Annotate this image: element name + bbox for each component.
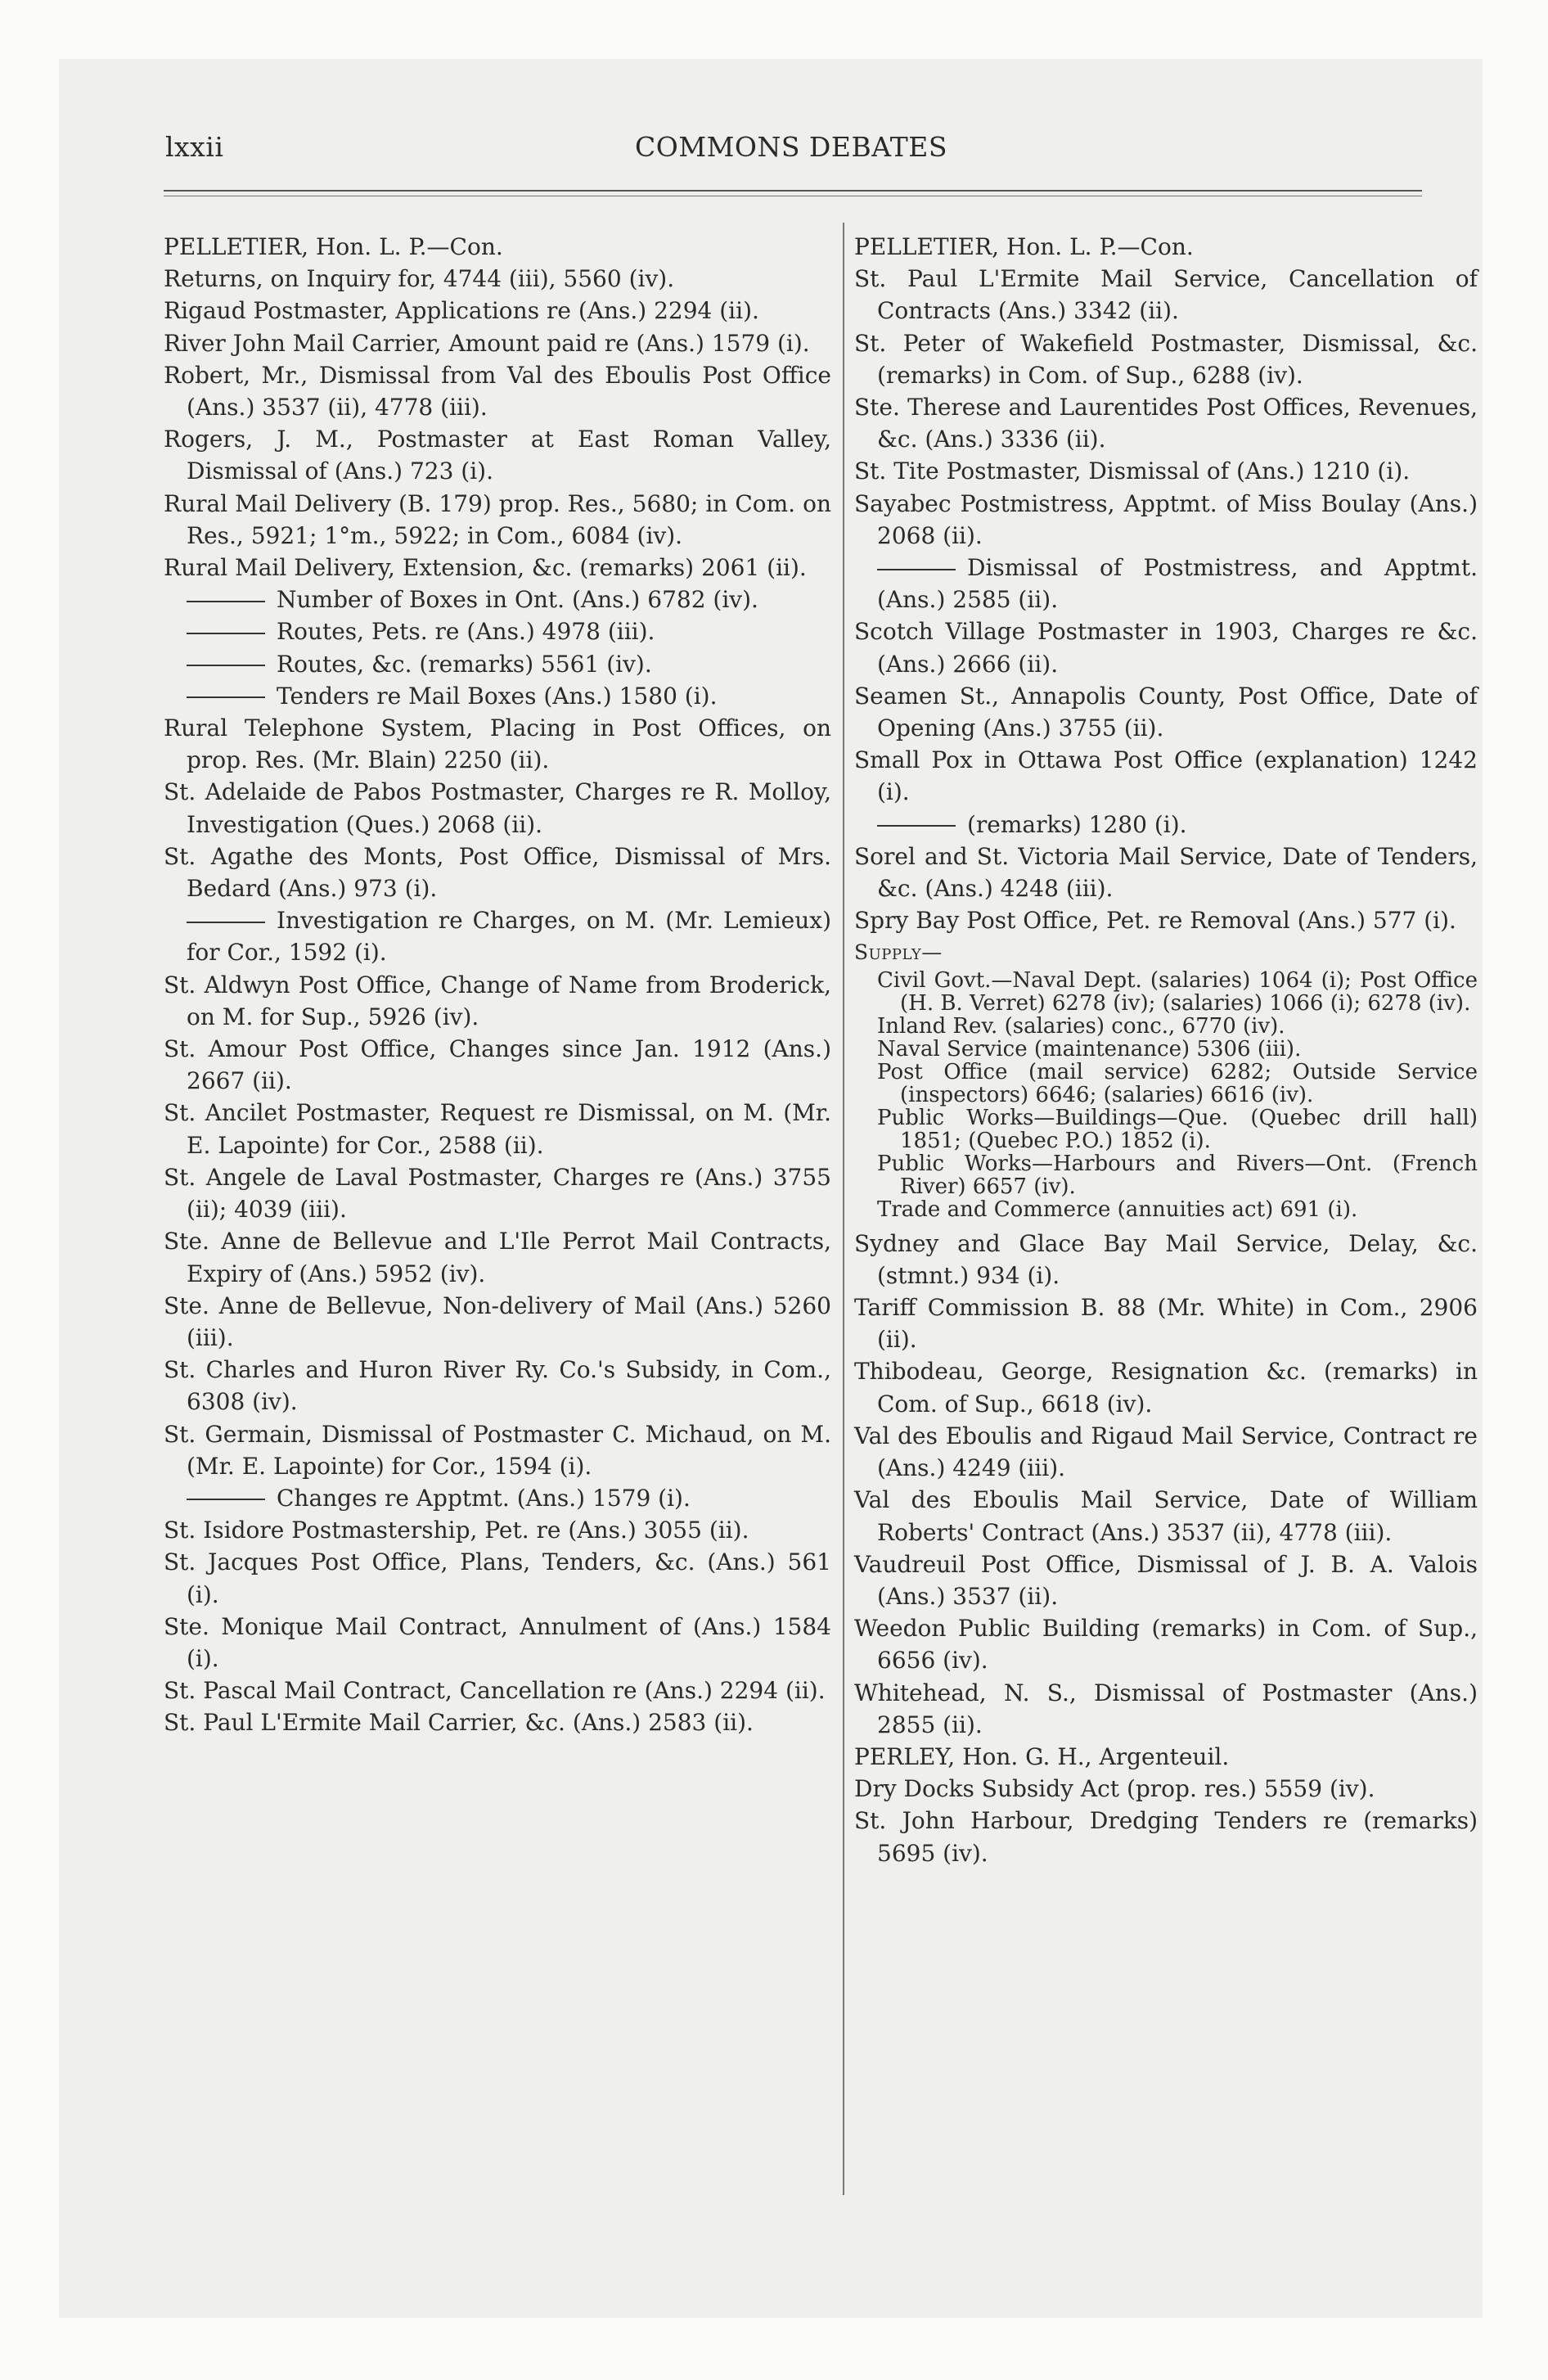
index-entry (164, 904, 831, 968)
index-entry-text: St. Charles and Huron River Ry. Co.'s Subsidy, in Com., 6308 (iv). (164, 1356, 831, 1416)
index-entry (164, 776, 831, 840)
index-entry-text: Number of Boxes in Ont. (Ans.) 6782 (iv). (277, 586, 758, 614)
index-entry (854, 1548, 1478, 1612)
index-entry-text: St. Pascal Mail Contract, Cancellation re (Ans.) 2294 (ii). (164, 1677, 826, 1705)
index-entry-text: Val des Eboulis Mail Service, Date of William Roberts' Contract (Ans.) 3537 (ii), 4778 (iii). (854, 1486, 1478, 1546)
index-entry (854, 1228, 1478, 1291)
index-entry (164, 327, 831, 359)
index-entry (854, 1291, 1478, 1355)
index-entry-text: Ste. Anne de Bellevue and L'Ile Perrot Mail Contracts, Expiry of (Ans.) 5952 (iv). (164, 1228, 831, 1287)
index-entry-text: Investigation re Charges, on M. (Mr. Lemieux) for Cor., 1592 (i). (187, 907, 831, 967)
index-entry (164, 1354, 831, 1418)
index-entry-text: Sayabec Postmistress, Apptmt. of Miss Boulay (Ans.) 2068 (ii). (854, 489, 1478, 549)
index-entry (854, 1805, 1478, 1868)
index-entry-text: Vaudreuil Post Office, Dismissal of J. B. A. Valois (Ans.) 3537 (ii). (854, 1550, 1478, 1610)
index-entry-text: Rigaud Postmaster, Applications re (Ans.) 2294 (ii). (164, 297, 759, 325)
index-entry (854, 1420, 1478, 1484)
index-entry-text: Val des Eboulis and Rigaud Mail Service, Contract re (Ans.) 4249 (iii). (854, 1422, 1478, 1482)
index-entry-text: Ste. Monique Mail Contract, Annulment of (Ans.) 1584 (i). (164, 1612, 831, 1672)
index-entry (854, 263, 1478, 327)
left-column (164, 231, 831, 1739)
ditto-dash (877, 825, 956, 827)
index-entry-text: Small Pox in Ottawa Post Office (explanation) 1242 (i). (854, 746, 1478, 806)
index-entry-text: Rogers, J. M., Postmaster at East Roman Valley, Dismissal of (Ans.) 723 (i). (164, 426, 831, 485)
right-entries-after-supply (854, 1228, 1478, 1741)
perley-entries (854, 1773, 1478, 1869)
index-entry (164, 295, 831, 327)
index-entry-text: St. Isidore Postmastership, Pet. re (Ans.) 3055 (ii). (164, 1517, 749, 1544)
index-entry (164, 488, 831, 552)
index-entry (164, 1611, 831, 1675)
index-entry (164, 1033, 831, 1097)
supply-entry: Public Works—Buildings—Que. (Quebec drill hall) 1851; (Quebec P.O.) 1852 (i). (877, 1105, 1478, 1153)
supply-entry: Post Office (mail service) 6282; Outside Service (inspectors) 6646; (salaries) 6616 (iv). (877, 1059, 1478, 1107)
index-entry (854, 841, 1478, 904)
index-entry (164, 1706, 831, 1738)
supply-entry: Trade and Commerce (annuities act) 691 (i). (877, 1197, 1358, 1222)
index-entry (854, 488, 1478, 552)
index-entry-text: Ste. Therese and Laurentides Post Offices, Revenues, &c. (Ans.) 3336 (ii). (854, 394, 1478, 453)
index-entry (854, 904, 1478, 936)
index-entry (854, 809, 1478, 841)
index-entry-text: Robert, Mr., Dismissal from Val des Eboulis Post Office (Ans.) 3537 (ii), 4778 (iii). (164, 361, 831, 421)
index-entry (164, 1482, 831, 1514)
index-entry-text: Tenders re Mail Boxes (Ans.) 1580 (i). (277, 682, 718, 710)
index-entry-text: Rural Telephone System, Placing in Post Offices, on prop. Res. (Mr. Blain) 2250 (ii). (164, 714, 831, 774)
index-entry (164, 680, 831, 712)
index-entry-text: Changes re Apptmt. (Ans.) 1579 (i). (277, 1484, 691, 1512)
index-entry (164, 263, 831, 295)
index-entry (854, 744, 1478, 808)
page-header (165, 131, 1417, 164)
running-title: COMMONS DEBATES (635, 131, 947, 163)
index-entry-text: Weedon Public Building (remarks) in Com. of Sup., 6656 (iv). (854, 1615, 1478, 1675)
supply-entry: Naval Service (maintenance) 5306 (iii). (877, 1036, 1302, 1062)
index-entry-text: St. Peter of Wakefield Postmaster, Dismissal, &c. (remarks) in Com. of Sup., 6288 (iv). (854, 329, 1478, 389)
supply-entry: Inland Rev. (salaries) conc., 6770 (iv). (877, 1013, 1285, 1039)
supply-entries (854, 969, 1478, 1221)
supply-entry: Civil Govt.—Naval Dept. (salaries) 1064 (i); Post Office (H. B. Verret) 6278 (iv); (salaries) 1066 (i); 6278 (iv). (877, 967, 1478, 1016)
supply-heading: Supply— (854, 940, 943, 965)
page-number: lxxii (165, 131, 224, 163)
right-column (854, 231, 1478, 1869)
column-divider (843, 223, 844, 2195)
header-rule (164, 190, 1422, 196)
index-entry-text: Sydney and Glace Bay Mail Service, Delay, &c. (stmnt.) 934 (i). (854, 1229, 1478, 1289)
ditto-dash (187, 696, 265, 698)
index-entry (854, 1612, 1478, 1676)
ditto-dash (187, 1499, 265, 1500)
page-sheet (59, 59, 1483, 2318)
index-entry-text: Spry Bay Post Office, Pet. re Removal (Ans.) 577 (i). (854, 907, 1456, 935)
right-entries-before-supply (854, 263, 1478, 936)
index-entry (854, 455, 1478, 487)
index-entry (164, 1290, 831, 1354)
right-column-heading: PELLETIER, Hon. L. P.—Con. (854, 233, 1194, 260)
index-entry (164, 1161, 831, 1225)
index-entry-text: Whitehead, N. S., Dismissal of Postmaster (Ans.) 2855 (ii). (854, 1679, 1478, 1738)
index-entry-text: St. Adelaide de Pabos Postmaster, Charges re R. Molloy, Investigation (Ques.) 2068 (ii). (164, 778, 831, 838)
supply-block (854, 936, 1478, 1220)
index-entry (164, 359, 831, 423)
index-entry (164, 1675, 831, 1706)
index-entry (164, 1418, 831, 1482)
index-entry-text: St. Tite Postmaster, Dismissal of (Ans.) 1210 (i). (854, 458, 1411, 485)
index-entry-text: St. Paul L'Ermite Mail Carrier, &c. (Ans.) 2583 (ii). (164, 1709, 754, 1737)
index-entry-text: St. Agathe des Monts, Post Office, Dismissal of Mrs. Bedard (Ans.) 973 (i). (164, 842, 831, 903)
index-entry-text: Rural Mail Delivery, Extension, &c. (remarks) 2061 (ii). (164, 554, 807, 582)
index-entry-text: Seamen St., Annapolis County, Post Office, Date of Opening (Ans.) 3755 (ii). (854, 682, 1478, 742)
index-entry-text: Scotch Village Postmaster in 1903, Charges re &c. (Ans.) 2666 (ii). (854, 618, 1478, 678)
index-entry-text: (remarks) 1280 (i). (967, 810, 1187, 838)
index-entry-text: St. Germain, Dismissal of Postmaster C. Michaud, on M. (Mr. E. Lapointe) for Cor., 1594 (i). (164, 1420, 831, 1480)
index-entry-text: Tariff Commission B. 88 (Mr. White) in Com., 2906 (ii). (854, 1294, 1478, 1354)
ditto-dash (877, 569, 956, 570)
index-entry (854, 327, 1478, 391)
index-entry (164, 615, 831, 647)
ditto-dash (187, 665, 265, 666)
index-entry-text: St. Jacques Post Office, Plans, Tenders, &c. (Ans.) 561 (i). (164, 1548, 831, 1608)
index-entry (854, 615, 1478, 679)
supply-entry: Public Works—Harbours and Rivers—Ont. (French River) 6657 (iv). (877, 1151, 1478, 1199)
index-entry-text: Dismissal of Postmistress, and Apptmt. (Ans.) 2585 (ii). (877, 554, 1478, 614)
index-entry (164, 648, 831, 680)
index-entry-text: St. Angele de Laval Postmaster, Charges re (Ans.) 3755 (ii); 4039 (iii). (164, 1163, 831, 1224)
index-entry-text: St. Paul L'Ermite Mail Service, Cancellation of Contracts (Ans.) 3342 (ii). (854, 265, 1478, 325)
index-entry (854, 1677, 1478, 1741)
index-entry (854, 1484, 1478, 1548)
index-entry (164, 712, 831, 776)
index-entry-text: Dry Docks Subsidy Act (prop. res.) 5559 (iv). (854, 1775, 1375, 1803)
index-entry (164, 423, 831, 487)
index-entry (164, 841, 831, 904)
index-entry-text: Routes, &c. (remarks) 5561 (iv). (277, 650, 652, 678)
index-entry (164, 1514, 831, 1546)
index-entry-text: Returns, on Inquiry for, 4744 (iii), 5560 (iv). (164, 265, 675, 293)
left-entries (164, 263, 831, 1738)
index-entry-text: Thibodeau, George, Resignation &c. (remarks) in Com. of Sup., 6618 (iv). (854, 1358, 1478, 1418)
index-entry (854, 680, 1478, 744)
index-entry-text: Rural Mail Delivery (B. 179) prop. Res., 5680; in Com. on Res., 5921; 1°m., 5922; in Com., 6084 (iv). (164, 489, 831, 549)
ditto-dash (187, 601, 265, 602)
index-entry (164, 1546, 831, 1610)
ditto-dash (187, 633, 265, 634)
index-entry-text: Routes, Pets. re (Ans.) 4978 (iii). (277, 618, 655, 646)
index-entry (164, 552, 831, 584)
index-entry-text: St. John Harbour, Dredging Tenders re (remarks) 5695 (iv). (854, 1807, 1478, 1867)
ditto-dash (187, 922, 265, 923)
index-entry (164, 584, 831, 615)
left-column-heading: PELLETIER, Hon. L. P.—Con. (164, 233, 503, 260)
index-entry (164, 969, 831, 1033)
index-entry (854, 391, 1478, 455)
index-entry-text: St. Ancilet Postmaster, Request re Dismissal, on M. (Mr. E. Lapointe) for Cor., 2588 (ii). (164, 1099, 831, 1159)
perley-heading: PERLEY, Hon. G. H., Argenteuil. (854, 1742, 1230, 1770)
index-entry-text: St. Aldwyn Post Office, Change of Name from Broderick, on M. for Sup., 5926 (iv). (164, 971, 831, 1030)
index-entry (854, 552, 1478, 615)
index-entry (854, 1355, 1478, 1419)
index-entry-text: Sorel and St. Victoria Mail Service, Date of Tenders, &c. (Ans.) 4248 (iii). (854, 842, 1478, 903)
index-entry-text: Ste. Anne de Bellevue, Non-delivery of Mail (Ans.) 5260 (iii). (164, 1291, 831, 1351)
index-entry (854, 1773, 1478, 1805)
index-entry-text: River John Mail Carrier, Amount paid re (Ans.) 1579 (i). (164, 329, 810, 357)
index-entry (164, 1225, 831, 1289)
index-entry (164, 1097, 831, 1161)
index-entry-text: St. Amour Post Office, Changes since Jan. 1912 (Ans.) 2667 (ii). (164, 1035, 831, 1095)
